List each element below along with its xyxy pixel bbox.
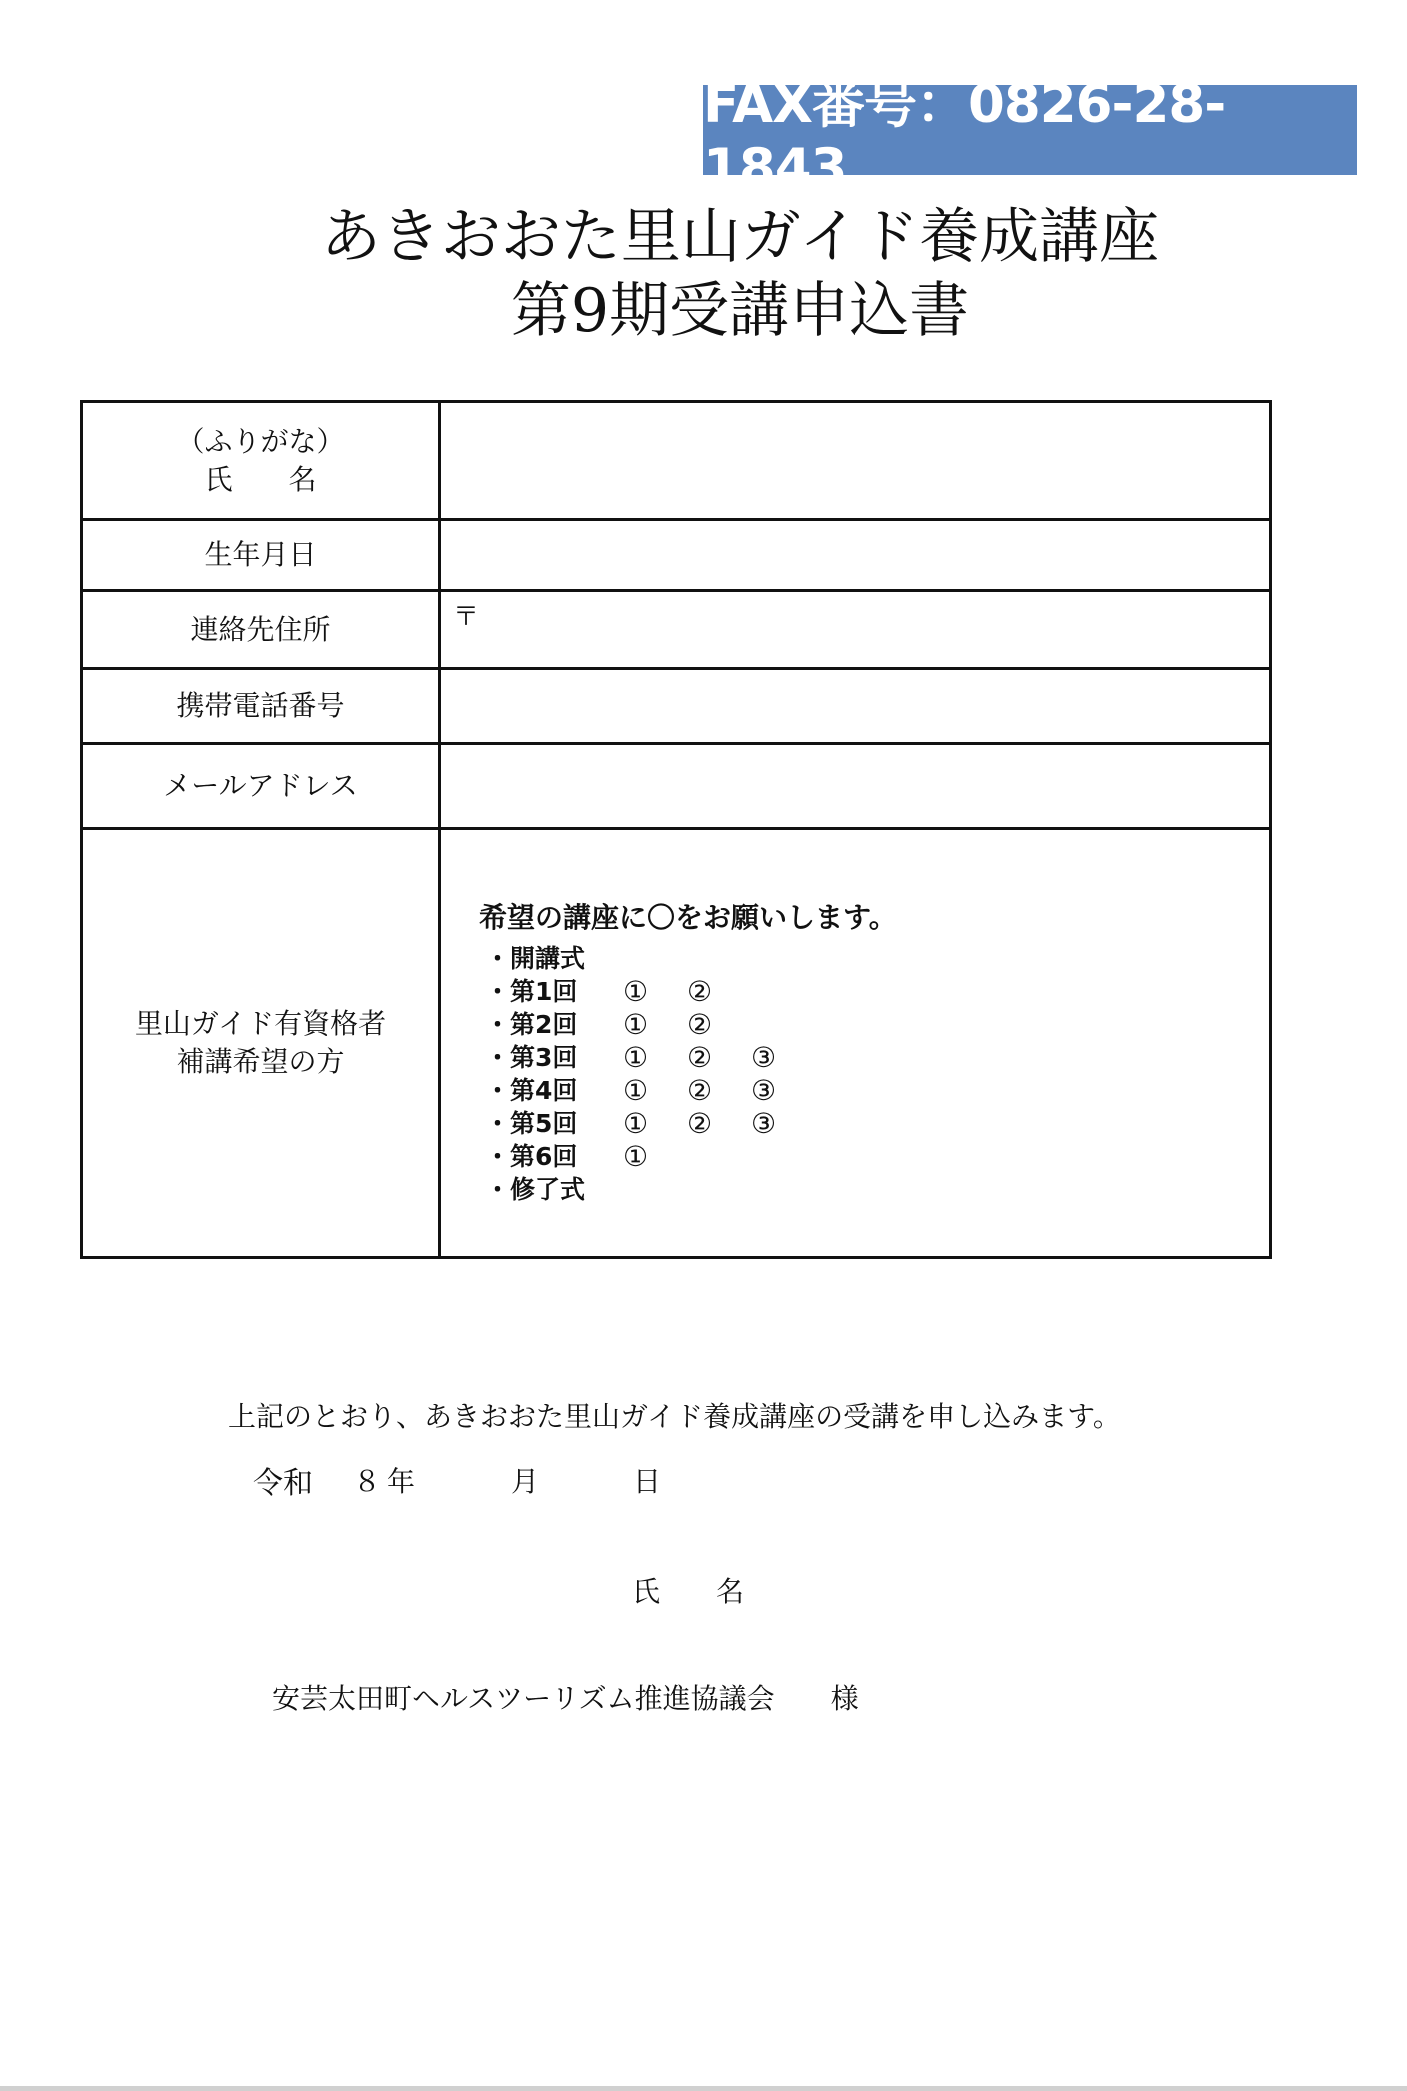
course-label-line-1: 里山ガイド有資格者 [134,1007,387,1040]
session-option[interactable]: ② [687,1008,713,1041]
course-name: ・第4回 [485,1076,578,1105]
postal-mark: 〒 [453,602,480,632]
title-line-1: あきおおた里山ガイド養成講座 [320,202,1160,272]
session-option[interactable]: ③ [751,1074,777,1107]
email-field[interactable] [440,744,1271,829]
furigana-label: （ふりがな） [176,424,345,458]
course-item[interactable] [479,1041,1269,1074]
row-course-selection [82,829,1271,1258]
course-item[interactable] [479,1173,1269,1206]
course-selection-field[interactable] [440,829,1271,1258]
address-label: 連絡先住所 [82,591,440,669]
session-option[interactable]: ② [687,1074,713,1107]
row-email [82,744,1271,829]
session-option[interactable]: ③ [751,1107,777,1140]
addressee: 安芸太田町ヘルスツーリズム推進協議会 様 [272,1682,859,1715]
date-day-unit: 日 [633,1465,662,1498]
document-title [0,200,1407,348]
date-year-unit: 年 [387,1465,416,1498]
birthdate-label: 生年月日 [82,520,440,591]
course-item[interactable] [479,1140,1269,1173]
date-era: 令和 [253,1466,313,1501]
signature-name-label: 氏 名 [632,1575,745,1608]
session-option[interactable]: ① [623,1107,649,1140]
row-name [82,402,1271,520]
title-line-2: 第9期受講申込書 [510,276,970,346]
application-form-table [80,400,1272,1259]
name-label: 氏 名 [204,462,317,496]
birthdate-field[interactable] [440,520,1271,591]
session-option[interactable]: ② [687,1107,713,1140]
email-label: メールアドレス [82,744,440,829]
session-option[interactable]: ③ [751,1041,777,1074]
course-item[interactable] [479,975,1269,1008]
session-option[interactable]: ② [687,1041,713,1074]
address-field[interactable] [440,591,1271,669]
session-option[interactable]: ① [623,1008,649,1041]
course-item[interactable] [479,942,1269,975]
course-items [479,942,1269,1206]
row-address [82,591,1271,669]
row-mobile [82,669,1271,744]
course-name: ・第6回 [485,1142,578,1171]
date-year: ８ [353,1465,382,1498]
session-option[interactable]: ① [623,1074,649,1107]
mobile-label: 携帯電話番号 [82,669,440,744]
course-item[interactable] [479,1074,1269,1107]
date-month-unit: 月 [511,1465,540,1498]
mobile-field[interactable] [440,669,1271,744]
row-birthdate [82,520,1271,591]
session-option[interactable]: ② [687,975,713,1008]
course-name: ・第1回 [485,977,578,1006]
course-name: ・開講式 [485,944,586,973]
course-name: ・第2回 [485,1010,578,1039]
session-option[interactable]: ① [623,975,649,1008]
course-name: ・第3回 [485,1043,578,1072]
name-label-cell [82,402,440,520]
course-item[interactable] [479,1008,1269,1041]
course-item[interactable] [479,1107,1269,1140]
course-label-cell [82,829,440,1258]
page-bottom-edge [0,2086,1407,2091]
fax-number-banner: FAX番号：0826-28-1843 [703,85,1357,175]
name-field[interactable] [440,402,1271,520]
session-option[interactable]: ① [623,1140,649,1173]
course-name: ・修了式 [485,1175,586,1204]
course-list [441,830,1269,1206]
course-label-line-2: 補講希望の方 [176,1045,345,1078]
application-statement: 上記のとおり、あきおおた里山ガイド養成講座の受講を申し込みます。 [228,1400,1121,1433]
course-name: ・第5回 [485,1109,578,1138]
session-option[interactable]: ① [623,1041,649,1074]
course-instruction: 希望の講座に〇をお願いします。 [479,901,897,934]
